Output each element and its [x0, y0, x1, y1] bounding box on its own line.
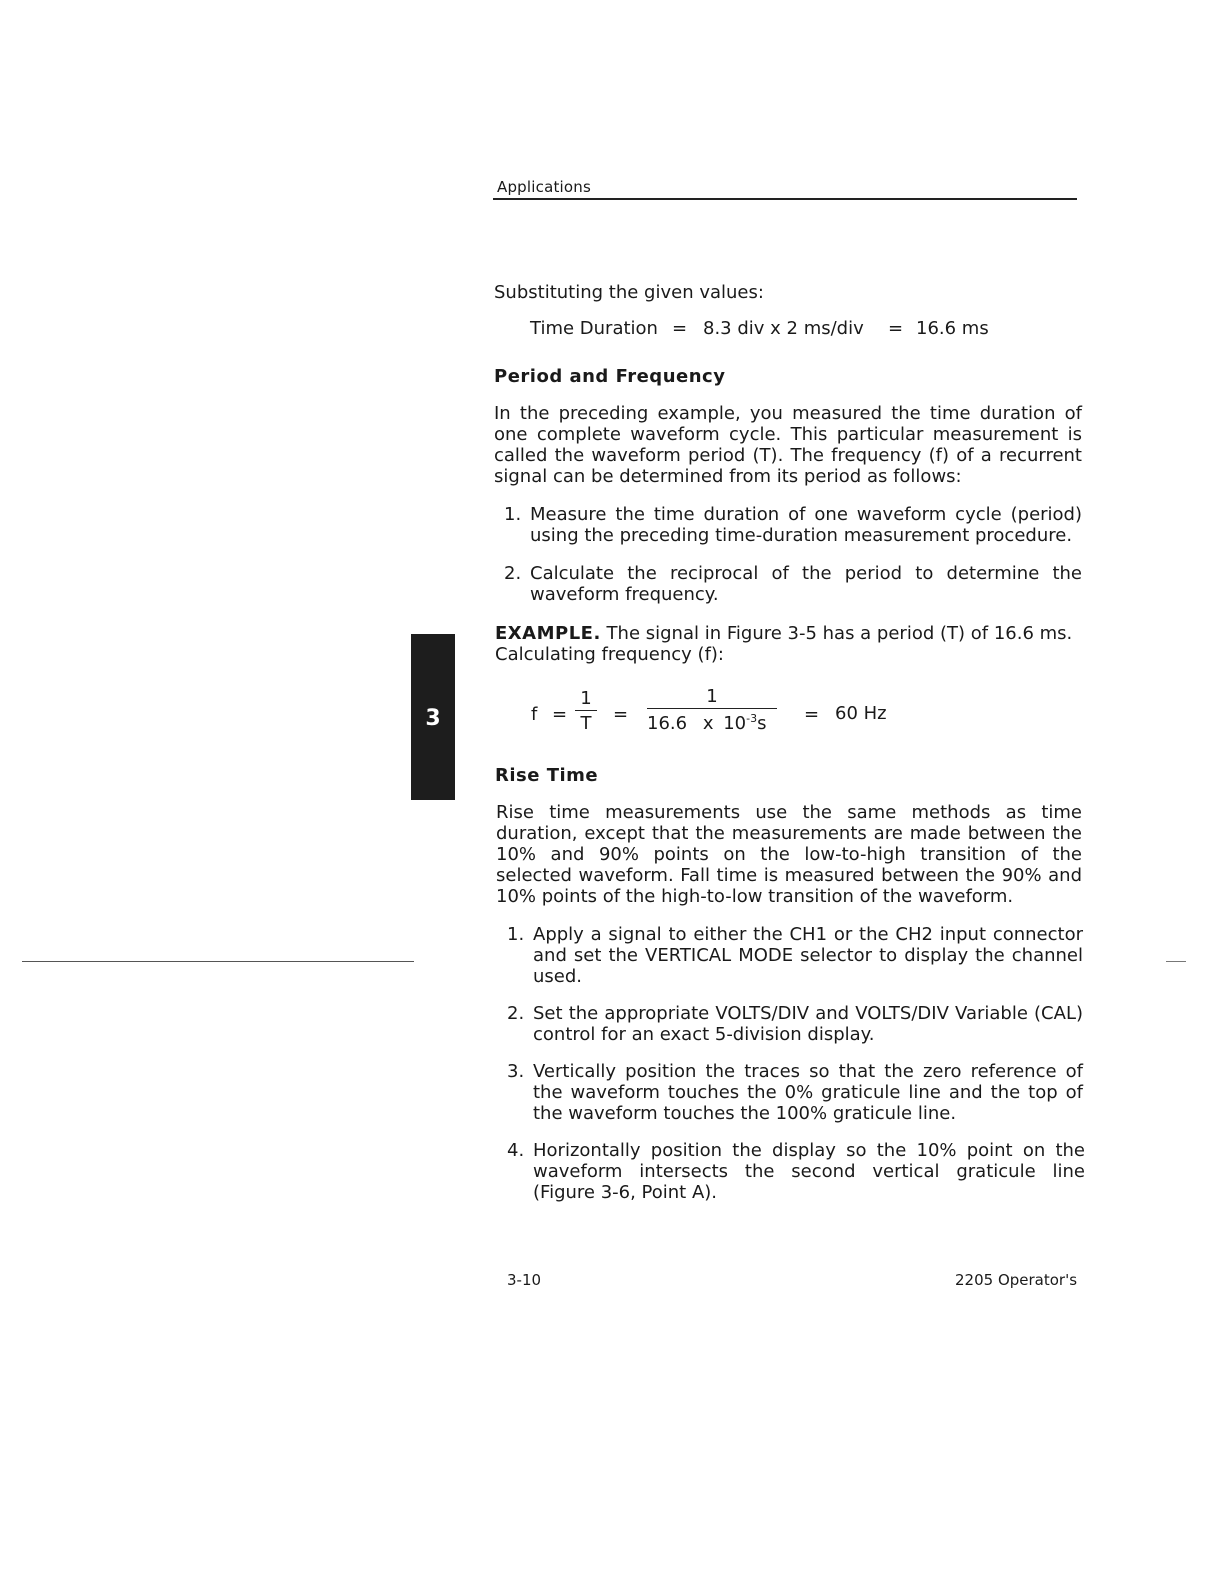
step-number: 1.	[507, 924, 525, 945]
rise-step-4	[507, 1140, 1085, 1203]
page-number: 3-10	[507, 1271, 542, 1289]
formula-f: f	[531, 704, 538, 725]
denominator-unit: s	[757, 713, 767, 734]
rise-time-paragraph: Rise time measurements use the same methods as time duration, except that the measurements are made between the 10% and 90% points on the low-to-high transition of the selected waveform. Fall time is measured between the 90% and 10% points of the high-to-low transition of the waveform.	[496, 802, 1082, 907]
running-header: Applications	[497, 178, 592, 196]
fraction-bar-1	[575, 710, 597, 711]
margin-rule-left	[22, 961, 414, 962]
step-number: 2.	[507, 1003, 525, 1024]
intro-text: Substituting the given values:	[494, 282, 764, 303]
step-text: Calculate the reciprocal of the period to determine the waveform frequency.	[530, 563, 1082, 605]
time-duration-label: Time Duration	[530, 318, 658, 339]
step-text: Apply a signal to either the CH1 or the CH2 input connector and set the VERTICAL MODE selector to display the channel used.	[533, 924, 1083, 987]
step-text: Measure the time duration of one waveform cycle (period) using the preceding time-duration measurement procedure.	[530, 504, 1082, 546]
step-text: Vertically position the traces so that the zero reference of the waveform touches the 0% graticule line and the top of the waveform touches the 100% graticule line.	[533, 1061, 1083, 1124]
rise-step-1	[507, 924, 1083, 987]
section-heading-rise-time: Rise Time	[495, 765, 599, 786]
formula-denominator-2	[647, 712, 766, 734]
formula-denominator-1: T	[580, 713, 592, 734]
time-duration-expression: 8.3 div x 2 ms/div	[703, 318, 864, 339]
denominator-times: x	[702, 713, 714, 734]
chapter-tab	[411, 634, 455, 800]
denominator-exponent: -3	[746, 712, 758, 725]
rise-step-2	[507, 1003, 1083, 1045]
period-step-2	[504, 563, 1082, 605]
formula-numerator-2: 1	[706, 686, 718, 707]
rise-step-3	[507, 1061, 1083, 1124]
example-paragraph	[495, 623, 1083, 665]
time-duration-equals-2: =	[888, 318, 904, 339]
manual-title: 2205 Operator's	[955, 1271, 1078, 1289]
denominator-value: 16.6	[647, 713, 688, 734]
formula-numerator-1: 1	[580, 688, 592, 709]
formula-equals-3: =	[804, 704, 820, 725]
step-text: Horizontally position the display so the 10% point on the waveform intersects the second vertical graticule line (Figure 3-6, Point A).	[533, 1140, 1085, 1203]
time-duration-result: 16.6 ms	[916, 318, 989, 339]
fraction-bar-2	[647, 708, 777, 709]
step-number: 4.	[507, 1140, 525, 1161]
step-number: 1.	[504, 504, 522, 525]
period-frequency-paragraph: In the preceding example, you measured the time duration of one complete waveform cycle. This particular measurement is called the waveform period (T). The frequency (f) of a recurrent signal can be determined from its period as follows:	[494, 403, 1082, 487]
denominator-base: 10	[723, 713, 747, 734]
section-heading-period-frequency: Period and Frequency	[494, 366, 726, 387]
period-step-1	[504, 504, 1082, 546]
time-duration-equals-1: =	[672, 318, 688, 339]
step-text: Set the appropriate VOLTS/DIV and VOLTS/DIV Variable (CAL) control for an exact 5-division display.	[533, 1003, 1083, 1045]
chapter-tab-label: 3	[425, 706, 441, 731]
formula-equals-1: =	[552, 704, 568, 725]
margin-rule-right	[1166, 961, 1186, 962]
header-rule	[493, 198, 1077, 200]
formula-equals-2: =	[613, 704, 629, 725]
example-label: EXAMPLE.	[495, 623, 601, 644]
example-text: The signal in Figure 3-5 has a period (T) of 16.6 ms. Calculating frequency (f):	[495, 623, 1073, 665]
step-number: 3.	[507, 1061, 525, 1082]
formula-result: 60 Hz	[835, 703, 887, 724]
step-number: 2.	[504, 563, 522, 584]
